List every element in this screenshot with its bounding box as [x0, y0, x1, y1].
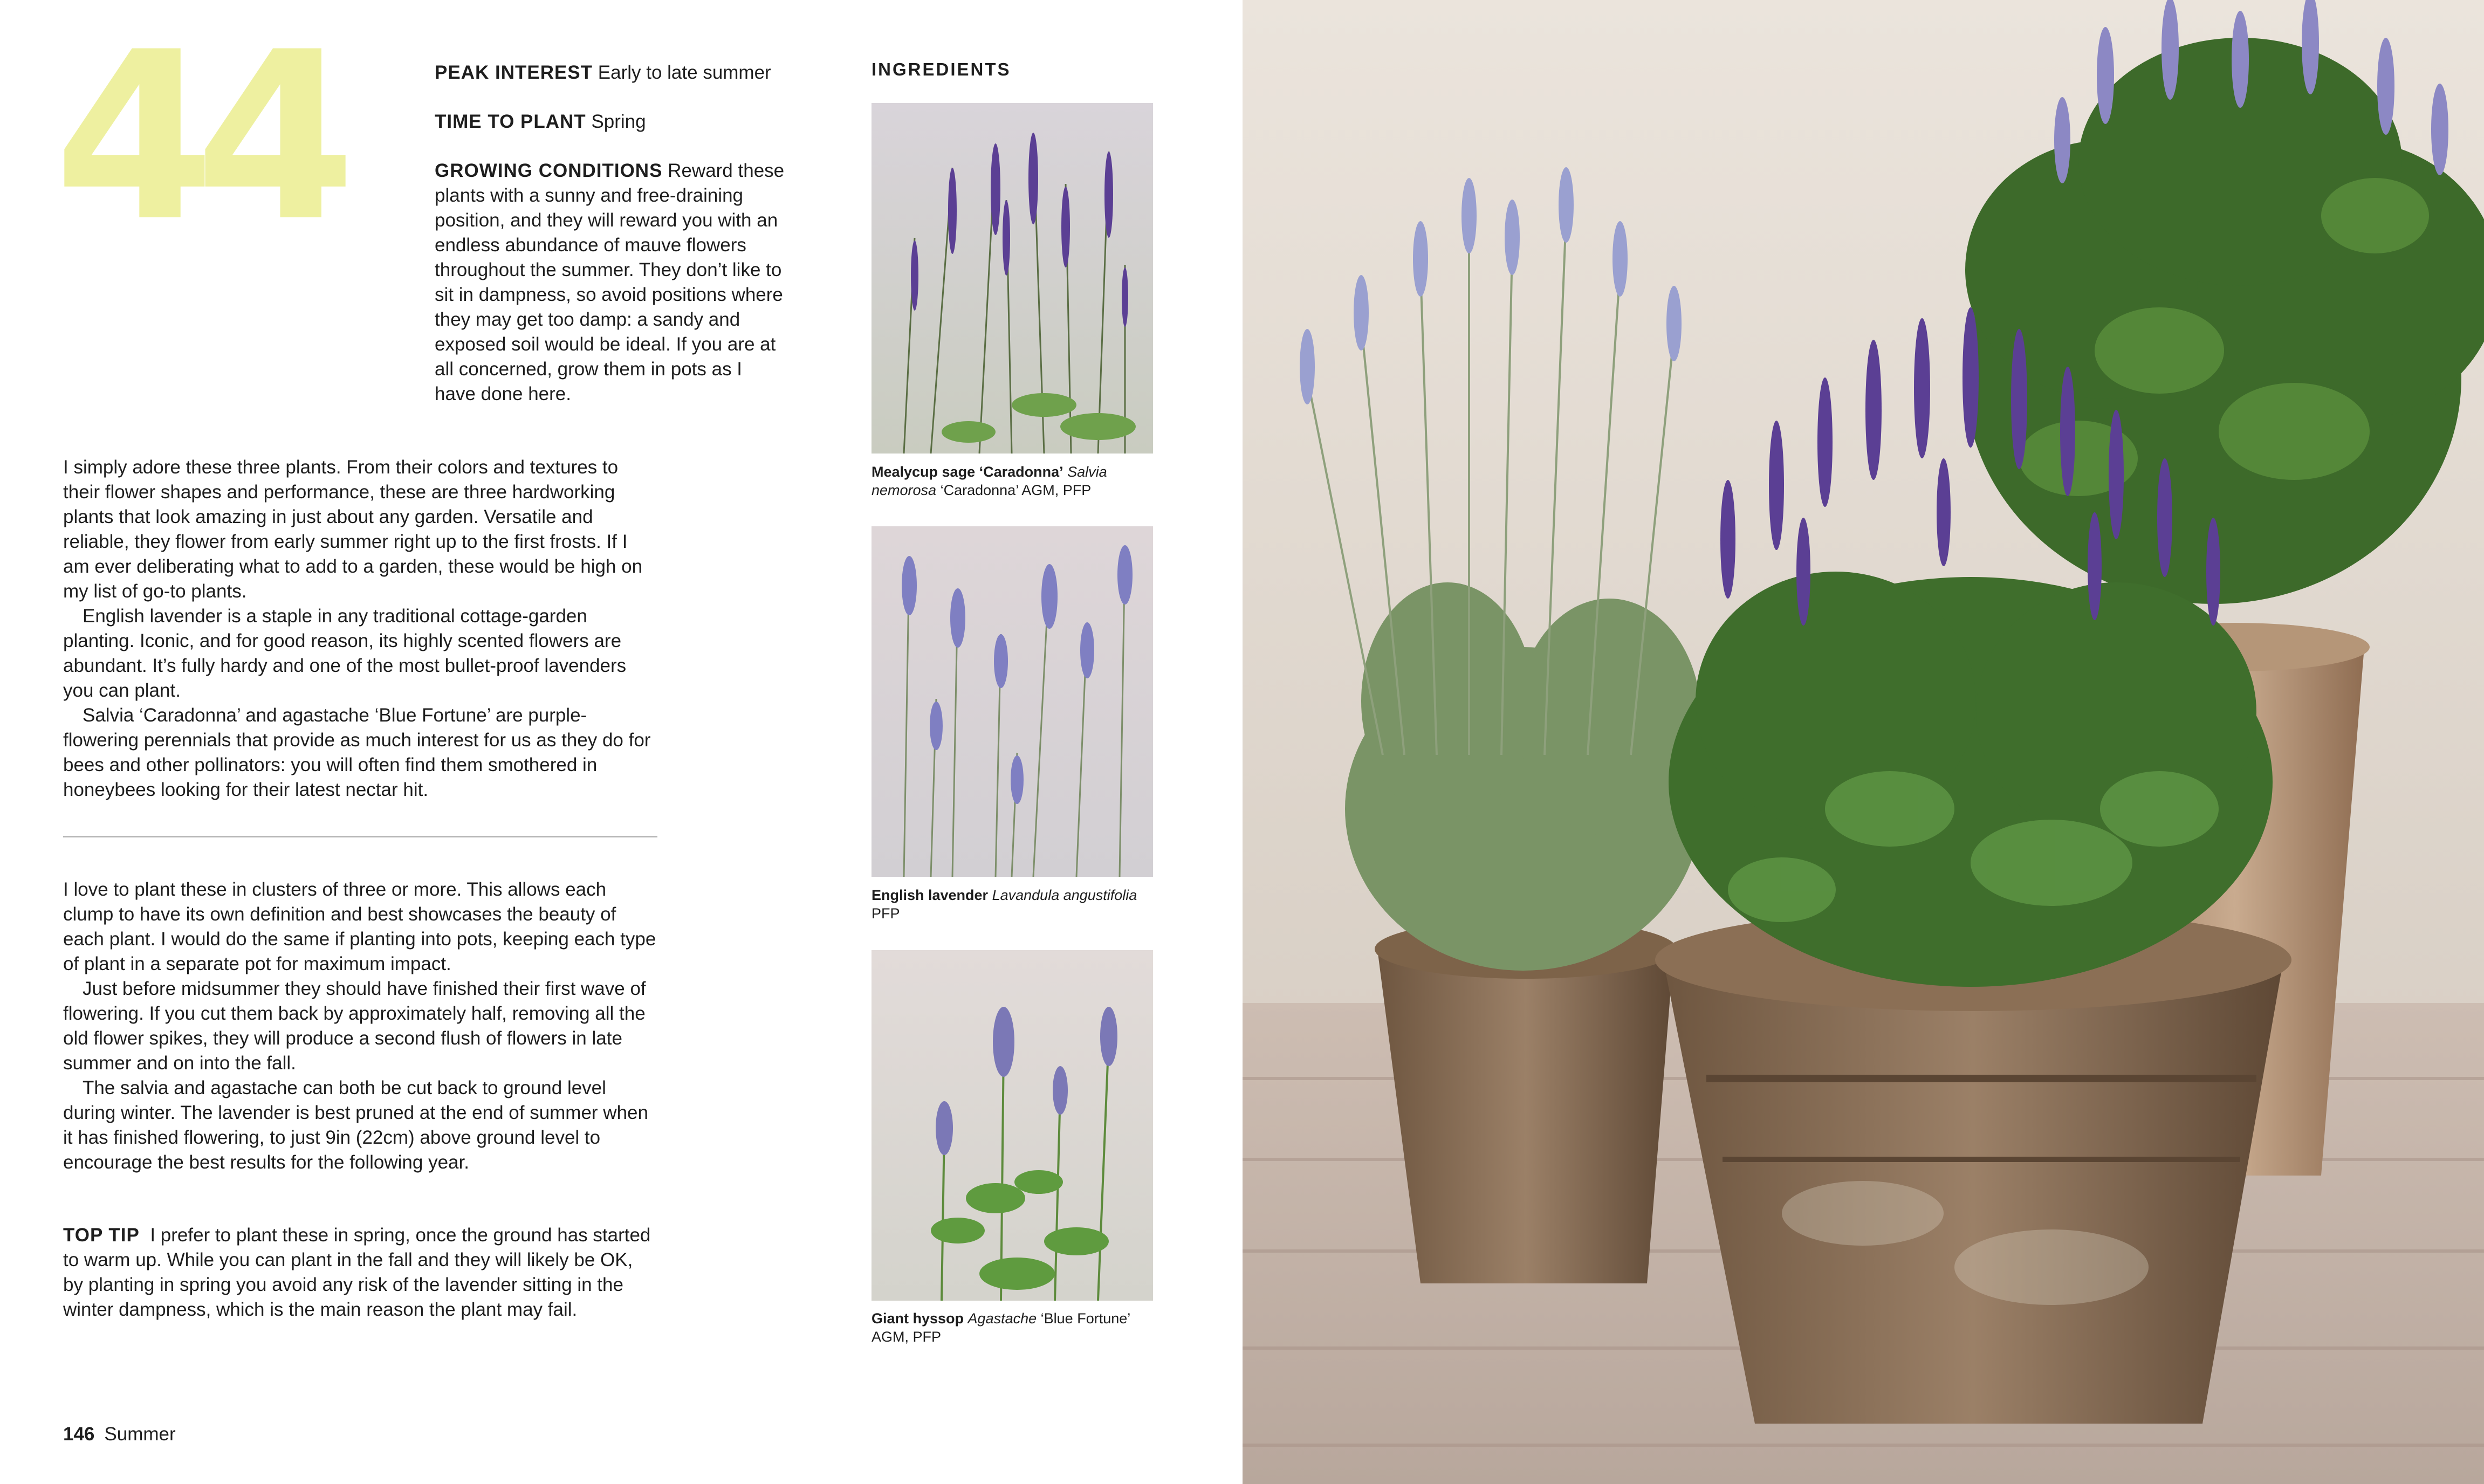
care-text: [63, 877, 656, 1175]
front-pot: [1663, 960, 2283, 1424]
caption-suffix: ‘Blue Fortune’ AGM, PFP: [872, 1310, 1130, 1345]
left-pot: [1377, 949, 1674, 1283]
time-to-plant: [435, 109, 785, 134]
growing-conditions: [435, 159, 785, 407]
ingredients-heading: INGREDIENTS: [872, 59, 1011, 79]
caption-latin-name: Lavandula angustifolia: [992, 887, 1137, 903]
peak-interest-label: PEAK INTEREST: [435, 62, 593, 83]
peak-interest-value: Early to late summer: [598, 62, 771, 83]
page-footer: [63, 1422, 176, 1447]
top-tip-text: I prefer to plant these in spring, once the ground has started to warm up. While you can plant in the fall and they will likely be OK, by planting in spring you avoid any risk of the lavender sitting in the winter dampness, which is the main reason the plant may fail.: [63, 1225, 651, 1320]
section-name: Summer: [104, 1424, 176, 1445]
time-to-plant-value: Spring: [591, 111, 646, 132]
page-number: 146: [63, 1424, 95, 1445]
care-paragraph: Just before midsummer they should have finished their first wave of flowering. If you cut them back by approximately half, removing all the old flower spikes, they will produce a second flush of flowers in late summer and on into the fall.: [63, 978, 646, 1074]
top-tip: [63, 1223, 656, 1322]
growing-conditions-text: Reward these plants with a sunny and free-draining position, and they will reward you with an endless abundance of mauve flowers throughout the summer. They don’t like to sit in dampness, so avoid positions where they may get too damp: a sandy and exposed soil would be ideal. If you are at all concerned, grow them in pots as I have done here.: [435, 160, 785, 404]
caption-common-name: Giant hyssop: [872, 1310, 964, 1327]
peak-interest: [435, 60, 785, 85]
intro-paragraph: English lavender is a staple in any traditional cottage-garden planting. Iconic, and for good reason, its highly scented flowers are abundant. It’s fully hardy and one of the most bullet-proof lavenders you can plant.: [63, 606, 627, 701]
caption-latin-name: Salvia nemorosa: [872, 464, 1107, 498]
caption-suffix: PFP: [872, 905, 900, 922]
care-paragraph: I love to plant these in clusters of three or more. This allows each clump to have its own definition and best showcases the beauty of each plant. I would do the same if planting into pots, keeping each type of plant in a separate pot for maximum impact.: [63, 879, 656, 974]
top-tip-label: TOP TIP: [63, 1225, 140, 1246]
lavender-caption: [872, 886, 1157, 923]
entry-number: 44: [54, 3, 336, 272]
agastache-caption: [872, 1309, 1157, 1346]
time-to-plant-label: TIME TO PLANT: [435, 111, 586, 132]
salvia-caption: [872, 463, 1157, 499]
intro-paragraph: I simply adore these three plants. From their colors and textures to their flower shapes and performance, these are three hardworking plants that look amazing in just about any garden. Versatile and reliable, they flower from early summer right up to the first frosts. If I am ever deliberating what to add to a garden, these would be high on my list of go-to plants.: [63, 457, 643, 602]
intro-text: [63, 455, 656, 802]
care-paragraph: The salvia and agastache can both be cut back to ground level during winter. The lavender is best pruned at the end of summer when it has finished flowering, to just 9in (22cm) above ground level to encourage the best results for the following year.: [63, 1077, 648, 1173]
caption-suffix: ‘Caradonna’ AGM, PFP: [940, 482, 1092, 498]
agastache-photo: [872, 950, 1153, 1301]
salvia-photo: [872, 103, 1153, 454]
caption-common-name: Mealycup sage ‘Caradonna’: [872, 464, 1063, 480]
lavender-photo: [872, 526, 1153, 877]
growing-conditions-label: GROWING CONDITIONS: [435, 160, 663, 181]
caption-latin-name: Agastache: [967, 1310, 1037, 1327]
feature-photo: [1243, 0, 2484, 1484]
intro-paragraph: Salvia ‘Caradonna’ and agastache ‘Blue Fortune’ are purple-flowering perennials that provide as much interest for us as they do for bees and other pollinators: you will often find them smothered in honeybees looking for their latest nectar hit.: [63, 705, 651, 800]
caption-common-name: English lavender: [872, 887, 989, 903]
section-divider: [63, 836, 657, 837]
